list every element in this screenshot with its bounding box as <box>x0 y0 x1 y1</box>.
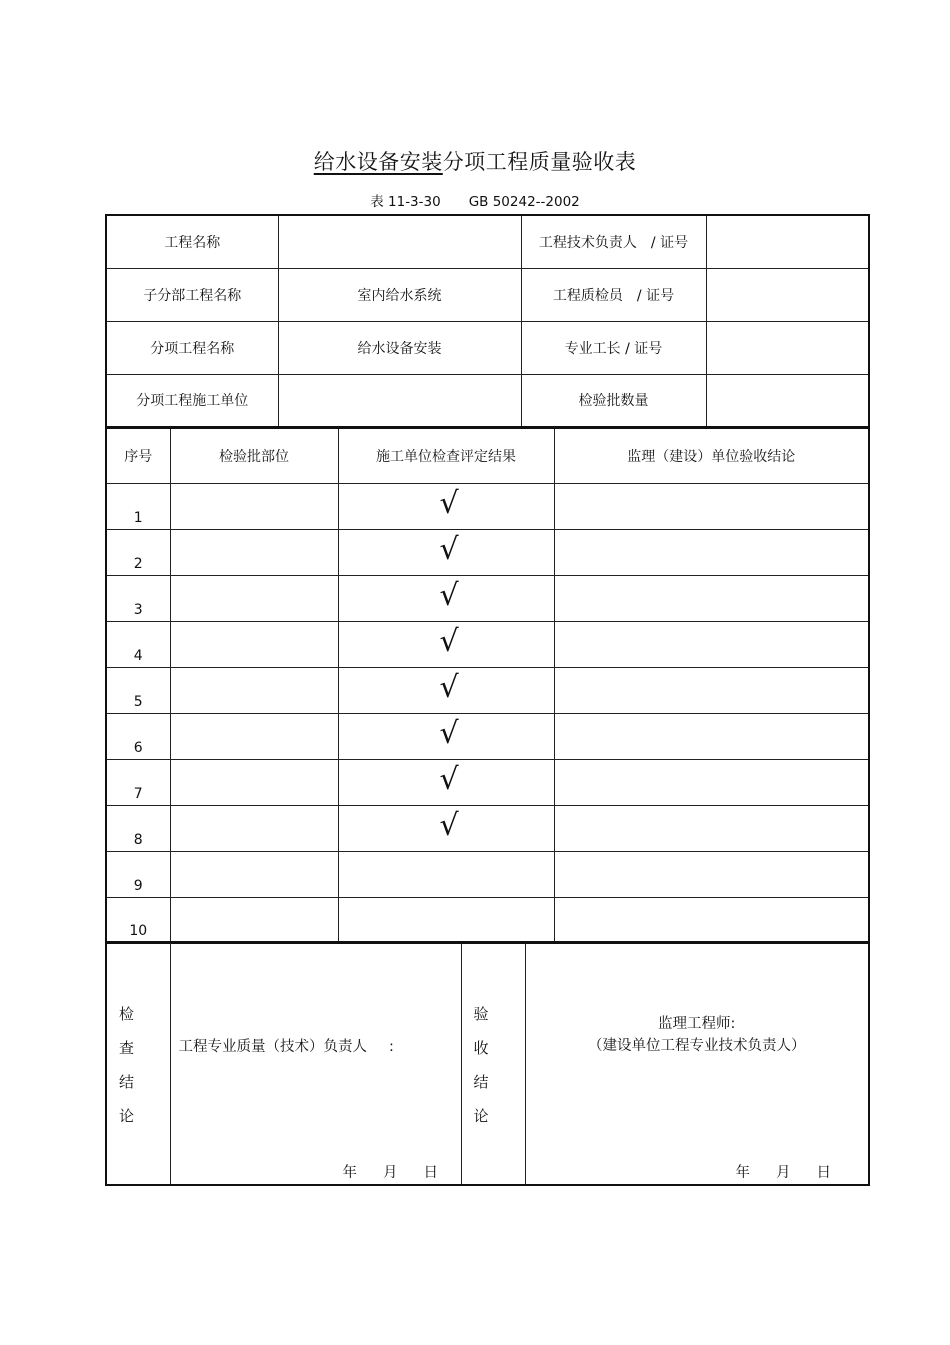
supervisor-note: （建设单位工程专业技术负责人） <box>588 1038 806 1054</box>
project-name-value[interactable] <box>278 215 521 268</box>
row-conclusion[interactable] <box>554 529 869 575</box>
date-month: 月 <box>383 1165 398 1181</box>
inspection-items-table <box>105 427 870 944</box>
row-conclusion[interactable] <box>554 897 869 943</box>
row-conclusion[interactable] <box>554 805 869 851</box>
quality-inspector-value[interactable] <box>706 268 869 321</box>
info-row <box>106 374 869 427</box>
row-result[interactable] <box>338 667 554 713</box>
accept-char: 验 <box>473 1005 489 1023</box>
row-conclusion[interactable] <box>554 713 869 759</box>
table-row <box>106 713 869 759</box>
row-number: 9 <box>106 851 170 897</box>
header-part: 检验批部位 <box>170 428 338 483</box>
row-number: 6 <box>106 713 170 759</box>
date-month: 月 <box>776 1165 791 1181</box>
row-number: 2 <box>106 529 170 575</box>
sub-project-label: 子分部工程名称 <box>106 268 278 321</box>
date-year: 年 <box>342 1165 357 1181</box>
check-char: 结 <box>119 1073 135 1091</box>
checkmark-icon: √ <box>439 486 459 521</box>
row-number: 4 <box>106 621 170 667</box>
row-conclusion[interactable] <box>554 851 869 897</box>
check-conclusion-label <box>106 942 170 1185</box>
row-part[interactable] <box>170 529 338 575</box>
checkmark-icon: √ <box>439 762 459 797</box>
table-row <box>106 667 869 713</box>
row-result[interactable] <box>338 897 554 943</box>
row-result[interactable] <box>338 575 554 621</box>
responsible-person <box>179 1035 394 1056</box>
row-part[interactable] <box>170 759 338 805</box>
row-part[interactable] <box>170 621 338 667</box>
row-part[interactable] <box>170 483 338 529</box>
quality-inspector-label: 工程质检员 / 证号 <box>521 268 706 321</box>
accept-conclusion-cell[interactable] <box>525 942 869 1185</box>
table-row <box>106 897 869 943</box>
row-number: 7 <box>106 759 170 805</box>
construction-unit-label: 分项工程施工单位 <box>106 374 278 427</box>
conclusion-table <box>105 941 870 1186</box>
table-row <box>106 483 869 529</box>
table-row <box>106 805 869 851</box>
foreman-value[interactable] <box>706 321 869 374</box>
supervisor-label: 监理工程师: <box>658 1016 736 1032</box>
form-title <box>0 146 950 176</box>
info-row <box>106 268 869 321</box>
checkmark-icon: √ <box>439 808 459 843</box>
header-result: 施工单位检查评定结果 <box>338 428 554 483</box>
date-day: 日 <box>816 1165 831 1181</box>
info-row <box>106 215 869 268</box>
items-header-row <box>106 428 869 483</box>
row-part[interactable] <box>170 667 338 713</box>
table-row <box>106 529 869 575</box>
row-conclusion[interactable] <box>554 575 869 621</box>
row-result[interactable] <box>338 851 554 897</box>
tech-lead-label: 工程技术负责人 / 证号 <box>521 215 706 268</box>
row-number: 10 <box>106 897 170 943</box>
table-number: 表 11-3-30 <box>370 194 441 210</box>
row-number: 1 <box>106 483 170 529</box>
accept-date <box>736 1161 858 1182</box>
row-result[interactable] <box>338 621 554 667</box>
row-conclusion[interactable] <box>554 621 869 667</box>
row-result[interactable] <box>338 759 554 805</box>
row-result[interactable] <box>338 713 554 759</box>
item-project-label: 分项工程名称 <box>106 321 278 374</box>
standard-code: GB 50242--2002 <box>468 194 580 210</box>
checkmark-icon: √ <box>439 532 459 567</box>
row-number: 8 <box>106 805 170 851</box>
form-subtitle <box>0 190 950 210</box>
table-row <box>106 851 869 897</box>
accept-char: 结 <box>473 1073 489 1091</box>
info-row <box>106 321 869 374</box>
accept-char: 论 <box>473 1107 489 1125</box>
table-row <box>106 621 869 667</box>
construction-unit-value[interactable] <box>278 374 521 427</box>
sub-project-value[interactable]: 室内给水系统 <box>278 268 521 321</box>
row-part[interactable] <box>170 575 338 621</box>
responsible-colon: : <box>389 1039 394 1055</box>
table-row <box>106 575 869 621</box>
row-part[interactable] <box>170 713 338 759</box>
item-project-value[interactable]: 给水设备安装 <box>278 321 521 374</box>
row-conclusion[interactable] <box>554 667 869 713</box>
row-result[interactable] <box>338 529 554 575</box>
batch-count-label: 检验批数量 <box>521 374 706 427</box>
foreman-label: 专业工长 / 证号 <box>521 321 706 374</box>
checkmark-icon: √ <box>439 670 459 705</box>
row-result[interactable] <box>338 483 554 529</box>
header-no: 序号 <box>106 428 170 483</box>
accept-char: 收 <box>473 1039 489 1057</box>
accept-conclusion-label <box>461 942 525 1185</box>
table-row <box>106 759 869 805</box>
header-conclusion: 监理（建设）单位验收结论 <box>554 428 869 483</box>
row-part[interactable] <box>170 897 338 943</box>
batch-count-value[interactable] <box>706 374 869 427</box>
row-conclusion[interactable] <box>554 483 869 529</box>
supervisor-block <box>526 1013 869 1057</box>
responsible-label: 工程专业质量（技术）负责人 <box>178 1039 367 1055</box>
tech-lead-value[interactable] <box>706 215 869 268</box>
row-part[interactable] <box>170 805 338 851</box>
title-rest: 分项工程质量验收表 <box>442 150 637 174</box>
row-part[interactable] <box>170 851 338 897</box>
check-date <box>343 1161 465 1182</box>
date-year: 年 <box>735 1165 750 1181</box>
conclusion-row <box>106 942 869 1185</box>
checkmark-icon: √ <box>439 716 459 751</box>
checkmark-icon: √ <box>439 578 459 613</box>
check-char: 论 <box>119 1107 135 1125</box>
row-number: 3 <box>106 575 170 621</box>
checkmark-icon: √ <box>439 624 459 659</box>
check-conclusion-cell[interactable] <box>170 942 461 1185</box>
date-day: 日 <box>423 1165 438 1181</box>
project-name-label: 工程名称 <box>106 215 278 268</box>
row-conclusion[interactable] <box>554 759 869 805</box>
row-result[interactable] <box>338 805 554 851</box>
check-char: 查 <box>119 1039 135 1057</box>
check-char: 检 <box>119 1005 135 1023</box>
row-number: 5 <box>106 667 170 713</box>
info-table <box>105 214 870 428</box>
title-underlined: 给水设备安装 <box>313 150 443 174</box>
